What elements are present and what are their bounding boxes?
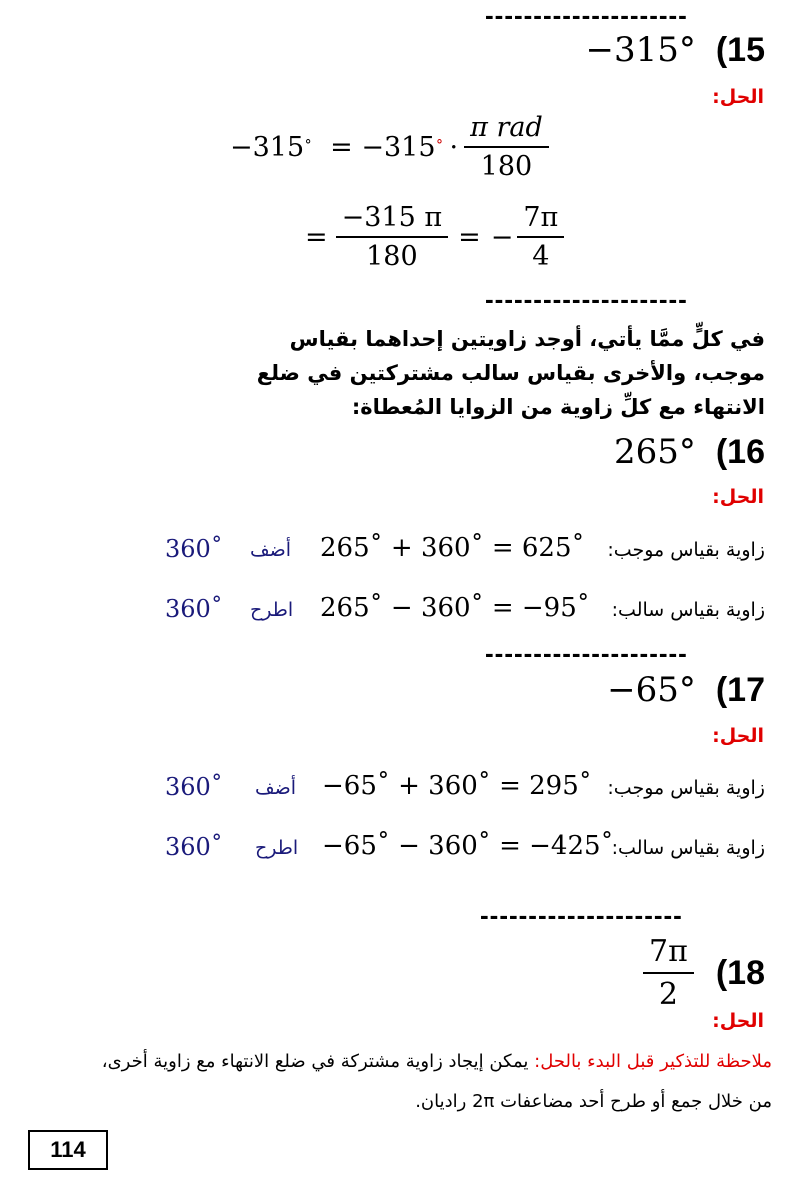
equation-15-line-2: = $\frac{-315 \pi}{180}$ = − $\frac{7\pi}{4}$ <box>305 202 564 272</box>
question-16-number: (16 <box>715 432 765 471</box>
instructions-paragraph: في كلٍّ ممَّا يأتي، أوجد زاويتين إحداهما بقياس موجب، والأخرى بقياس سالب مشتركتين في ضلع الانتهاء مع كلِّ زاوية من الزوايا المُعطاة: <box>256 327 765 419</box>
solution-label-15: الحل: <box>712 86 764 108</box>
eq1-numerator: π rad <box>464 112 549 148</box>
q17-positive-label: زاوية بقياس موجب: <box>607 777 765 799</box>
question-17-heading <box>607 670 765 710</box>
note-lead: ملاحظة للتذكير قبل البدء بالحل: <box>534 1051 772 1072</box>
q17-negative-hint-word: اطرح <box>255 837 299 859</box>
q16-positive-label: زاوية بقياس موجب: <box>607 539 765 561</box>
q17-negative-label: زاوية بقياس سالب: <box>611 837 765 859</box>
note-line-2: من خلال جمع أو طرح أحد مضاعفات 2π راديان. <box>415 1091 772 1112</box>
eq1-denominator: 180 <box>480 151 533 182</box>
eq2-numerator-1: −315 π <box>336 202 449 238</box>
question-18-fraction <box>643 934 694 1012</box>
question-16-heading <box>614 432 765 472</box>
eq2-fraction-1 <box>336 202 449 272</box>
question-15-heading <box>585 30 765 70</box>
solution-label-18: الحل: <box>712 1010 764 1032</box>
q16-positive-hint-word: أضف <box>250 539 292 561</box>
eq1-lhs: −315 <box>230 131 305 163</box>
q17-positive-equation: −65˚ + 360˚ = 295˚ <box>322 771 592 801</box>
page-number: 114 <box>28 1130 108 1170</box>
note-body: يمكن إيجاد زاوية مشتركة في ضلع الانتهاء مع زاوية أخرى، <box>101 1051 529 1072</box>
divider-2: --------------------- <box>485 284 688 314</box>
solution-label-16: الحل: <box>712 486 764 508</box>
question-18-number: (18 <box>715 953 765 992</box>
q18-numerator: 7π <box>643 934 694 974</box>
q16-negative-hint-word: اطرح <box>250 599 294 621</box>
q16-negative-label: زاوية بقياس سالب: <box>611 599 765 621</box>
q16-negative-equation: 265˚ − 360˚ = −95˚ <box>320 593 590 623</box>
question-15-angle: −315° <box>585 30 696 70</box>
q16-positive-hint-number: 360˚ <box>165 535 223 563</box>
q16-negative-hint-number: 360˚ <box>165 595 223 623</box>
q17-positive-hint-number: 360˚ <box>165 773 223 801</box>
eq1-fraction <box>464 112 549 182</box>
divider-top: --------------------- <box>485 0 688 30</box>
q18-denominator: 2 <box>658 977 678 1012</box>
equation-15-line-1: −315 ˚ = −315 ˚ · $\frac{\text{π rad}}{180}$ <box>230 112 549 182</box>
eq2-fraction-2 <box>517 202 564 272</box>
divider-3: --------------------- <box>485 638 688 668</box>
eq2-denominator-1: 180 <box>366 241 418 272</box>
q17-negative-equation: −65˚ − 360˚ = −425˚ <box>322 831 614 861</box>
solution-label-17: الحل: <box>712 725 764 747</box>
divider-4: --------------------- <box>480 900 683 930</box>
eq2-denominator-2: 4 <box>532 241 550 272</box>
eq1-mid: = −315 <box>330 131 436 163</box>
q16-positive-equation: 265˚ + 360˚ = 625˚ <box>320 533 585 563</box>
q17-negative-hint-number: 360˚ <box>165 833 223 861</box>
question-16-angle: 265° <box>613 432 696 472</box>
question-17-number: (17 <box>715 670 765 709</box>
eq2-numerator-2: 7π <box>517 202 564 238</box>
question-15-number: (15 <box>715 30 765 69</box>
reminder-note <box>12 1042 772 1122</box>
q17-positive-hint-word: أضف <box>255 777 297 799</box>
question-18-heading <box>643 934 765 1012</box>
note-line-1 <box>12 1042 772 1082</box>
question-17-angle: −65° <box>607 670 696 710</box>
